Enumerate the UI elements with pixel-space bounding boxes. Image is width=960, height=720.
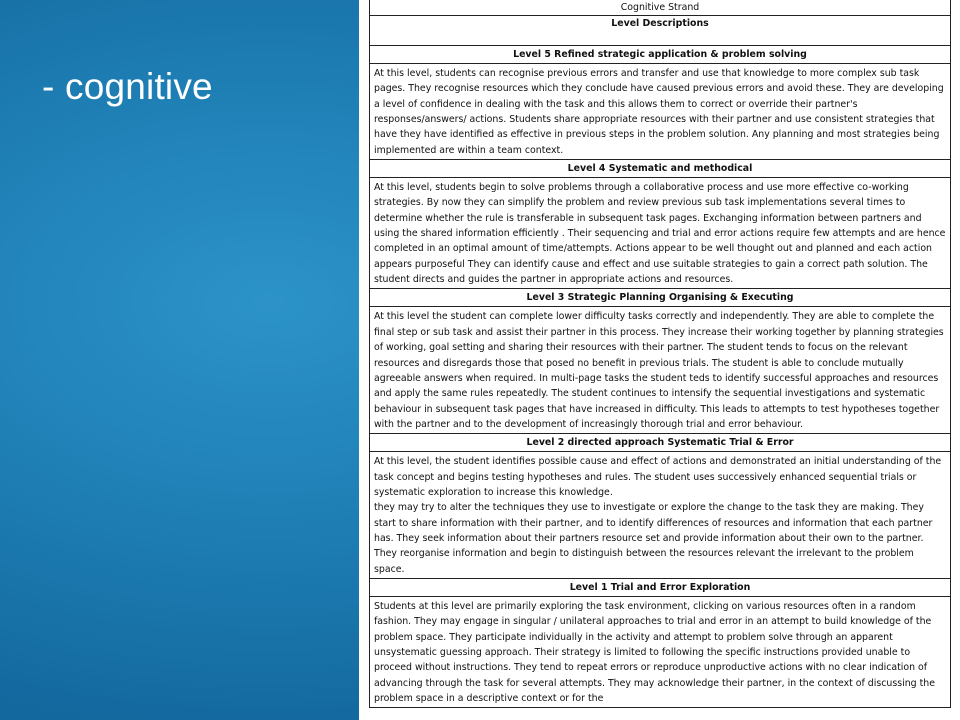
level-descriptions-header: Level Descriptions: [370, 16, 950, 46]
document-image: [359, 0, 960, 720]
cognitive-strand-table: [369, 0, 951, 708]
level-heading: Level 3 Strategic Planning Organising & Executing: [370, 289, 950, 307]
level-heading: Level 2 directed approach Systematic Trial & Error: [370, 434, 950, 452]
description-paragraph: At this level, students can recognise previous errors and transfer and use that knowledge to more complex sub task pages. They recognise resources which they conclude have caused previous errors and avoid these. They are developing a level of confidence in dealing with the task and this allows them to correct or override their partner's responses/answers/ actions. Students share appropriate resources with their partner and use consistent strategies that have they have identified as effective in previous steps in the problem solution. Any planning and most strategies being implemented are within a team context.: [374, 68, 944, 156]
level-description: [370, 307, 950, 434]
slide-title: - cognitive: [42, 66, 213, 107]
description-paragraph: At this level, students begin to solve problems through a collaborative process and use more effective co-working strategies. By now they can simplify the problem and review previous sub task implementations several times to determine whether the rule is transferable in subsequent task pages. Exchanging information between partners and using the shared information efficiently . Their sequencing and trial and error actions require few attempts and are hence completed in an optimal amount of time/attempts. Actions appear to be well thought out and planned and each action appears purposeful They can identify cause and effect and use suitable strategies to gain a correct path solution. The student directs and guides the partner in appropriate actions and resources.: [374, 182, 946, 286]
description-paragraph: At this level the student can complete lower difficulty tasks correctly and independently. They are able to complete the final step or sub task and assist their partner in this process. They increase their working together by planning strategies of working, goal setting and sharing their resources with their partner. The student tends to focus on the relevant resources and disregards those that posed no benefit in previous trials. The student is able to conclude mutually agreeable answers when required. In multi-page tasks the student teds to identify successful approaches and resources and apply the same rules repeatedly. The student continues to intensify the sequential investigations and systematic behaviour in subsequent task pages that have increased in difficulty. This leads to attempts to test hypotheses together with the partner and to the development of increasingly thorough trial and error behaviour.: [374, 311, 944, 430]
description-paragraph: At this level, the student identifies possible cause and effect of actions and demonstrated an initial understanding of the task concept and begins testing hypotheses and rules. The student uses successively enhanced sequential trials or systematic exploration to increase this knowledge.: [374, 456, 942, 498]
level-heading: Level 1 Trial and Error Exploration: [370, 579, 950, 597]
level-description: [370, 597, 950, 708]
level-heading: Level 4 Systematic and methodical: [370, 160, 950, 178]
description-paragraph: Students at this level are primarily exploring the task environment, clicking on various resources often in a random fashion. They may engage in singular / unilateral approaches to trial and error in an attempt to build knowledge of the problem space. They participate individually in the activity and attempt to problem solve through an apparent unsystematic guessing approach. Their strategy is limited to following the specific instructions provided unable to proceed without instructions. They tend to repeat errors or reproduce unproductive actions with no clear indication of advancing through the task for several attempts. They may acknowledge their partner, in the context of discussing the problem space in a descriptive context or for the: [374, 600, 935, 705]
level-description: [370, 178, 950, 289]
level-description: [370, 64, 950, 160]
level-description: [370, 452, 950, 579]
description-paragraph: they may try to alter the techniques they use to investigate or explore the change to the task they are making. They start to share information with their partner, and to identify differences of resources and information that each partner has. They seek information about their partners resource set and provide information about their own to the partner. They reorganise information and begin to distinguish between the resources relevant the irrelevant to the problem space.: [374, 502, 933, 575]
strand-header: Cognitive Strand: [370, 0, 950, 16]
level-heading: Level 5 Refined strategic application & problem solving: [370, 46, 950, 64]
